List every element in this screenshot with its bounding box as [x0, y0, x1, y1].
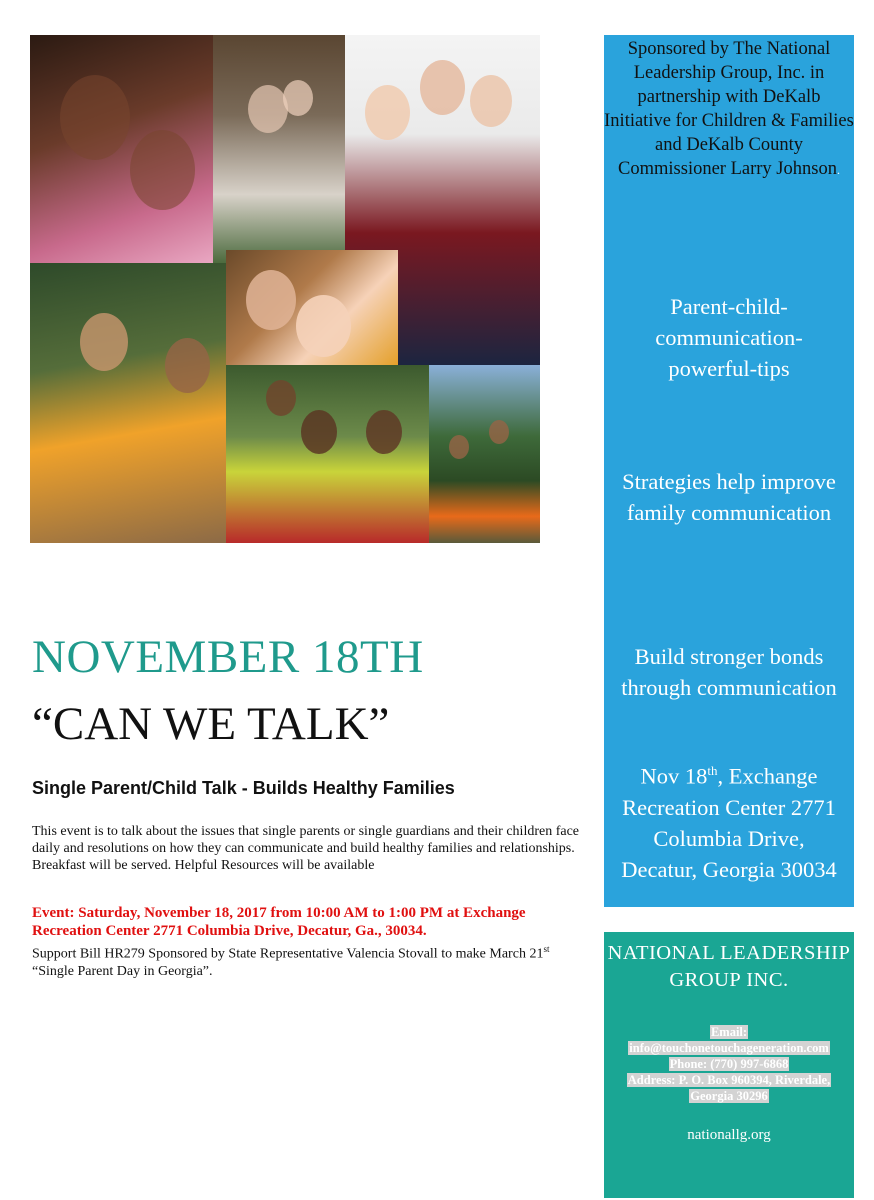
event-date-heading: NOVEMBER 18TH — [32, 631, 424, 683]
sponsor-statement — [604, 37, 854, 182]
family-fish-photo — [226, 365, 429, 543]
venue-address: , Exchange Recreation Center 2771 Columbia Drive, Decatur, Georgia 30034 — [621, 763, 837, 882]
mother-baby-photo — [226, 250, 398, 365]
fishing-dock-photo — [30, 263, 226, 543]
venue-info — [614, 755, 844, 885]
event-subtitle: Single Parent/Child Talk - Builds Healthy Families — [32, 778, 455, 798]
event-title: “CAN WE TALK” — [32, 698, 390, 750]
sponsor-text: Sponsored by The National Leadership Group, Inc. in partnership with DeKalb Initiative for Children & Families and DeKalb County Commissioner Larry Johnson — [604, 39, 854, 179]
event-details: Event: Saturday, November 18, 2017 from 10:00 AM to 1:00 PM at Exchange Recreation Center 2771 Columbia Drive, Decatur, Ga., 30034. — [32, 905, 526, 939]
event-description: This event is to talk about the issues that single parents or single guardians and their children face daily and resolutions on how they can communicate and build healthy families and relationships. Breakfast will be served. Helpful Resources will be available — [32, 824, 580, 873]
venue-date: Nov 18 — [640, 763, 708, 789]
sponsor-period: . — [836, 163, 840, 177]
grandmother-photo — [213, 35, 345, 263]
tip-strategies: Strategies help improve family communication — [622, 469, 836, 525]
address-line-1: Address: P. O. Box 960394, Riverdale, — [627, 1073, 831, 1087]
phone-number: Phone: (770) 997-6868 — [669, 1057, 789, 1071]
website-link[interactable]: nationallg.org — [687, 1127, 771, 1143]
email-label: Email: — [710, 1025, 748, 1039]
photo-collage — [30, 35, 540, 543]
support-bill-note — [32, 941, 592, 980]
support-text: Support Bill HR279 Sponsored by State Representative Valencia Stovall to make March 21 — [32, 946, 544, 962]
organization-box — [604, 932, 854, 1198]
kayak-photo — [429, 365, 540, 543]
tip-communication: Parent-child-communication-powerful-tips — [655, 294, 803, 381]
tip-bonds: Build stronger bonds through communication — [621, 644, 837, 700]
mother-daughter-photo — [30, 35, 213, 263]
organization-name: NATIONAL LEADERSHIP GROUP INC. — [607, 942, 851, 991]
support-ordinal: st — [543, 944, 550, 954]
venue-ordinal: th — [707, 763, 718, 778]
support-text-end: “Single Parent Day in Georgia”. — [32, 963, 213, 979]
address-line-2: Georgia 30296 — [690, 1089, 768, 1103]
email-address[interactable]: info@touchonetouchageneration.com — [629, 1041, 829, 1055]
info-sidebar — [604, 35, 854, 907]
contact-info — [604, 1024, 854, 1104]
